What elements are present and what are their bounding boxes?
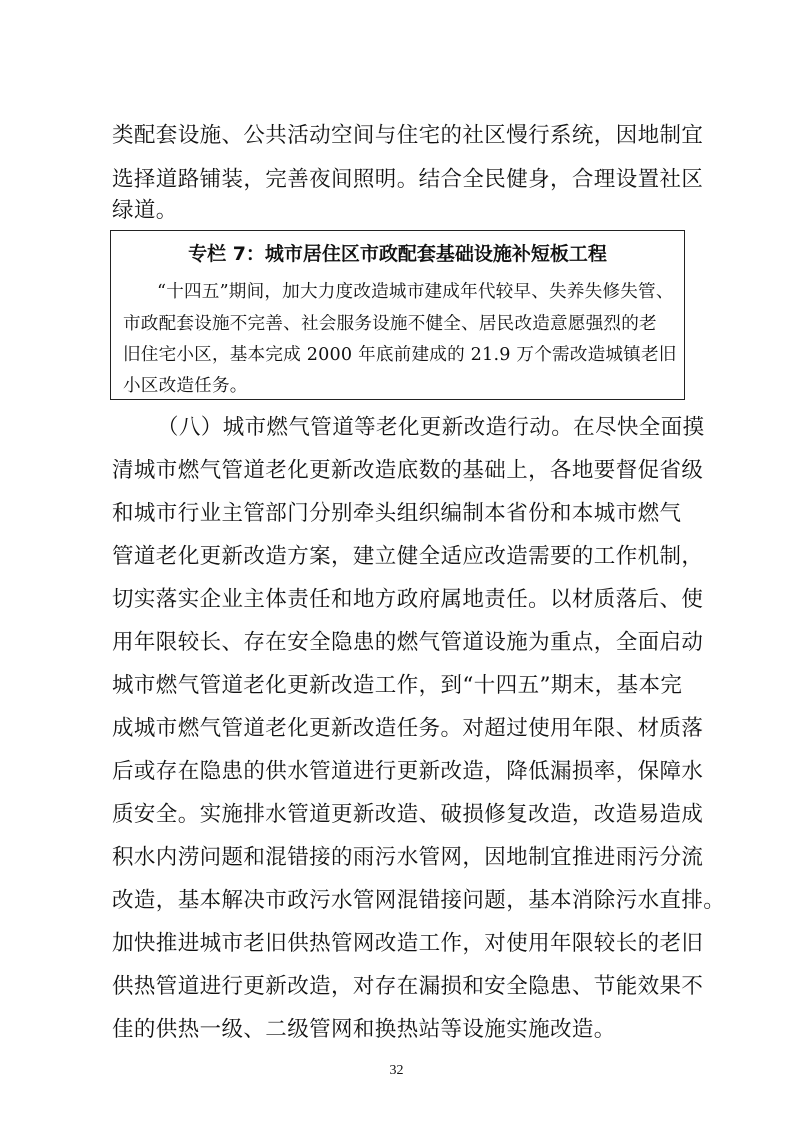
paragraph-line: 选择道路铺装，完善夜间照明。结合全民健身，合理设置社区	[112, 167, 704, 192]
section-line: 切实落实企业主体责任和地方政府属地责任。以材质落后、使	[112, 587, 704, 612]
page-number: 32	[389, 1063, 404, 1078]
section-line: 质安全。实施排水管道更新改造、破损修复改造，改造易造成	[112, 802, 704, 827]
section-line: 和城市行业主管部门分别牵头组织编制本省份和本城市燃气	[112, 501, 682, 526]
section-line: 积水内涝问题和混错接的雨污水管网，因地制宜推进雨污分流	[112, 845, 704, 870]
box-line: 旧住宅小区，基本完成 2000 年底前建成的 21.9 万个需改造城镇老旧	[123, 345, 677, 365]
section-line: 供热管道进行更新改造，对存在漏损和安全隐患、节能效果不	[112, 974, 704, 999]
special-column-box	[110, 230, 685, 400]
section-line: 城市燃气管道老化更新改造工作，到“十四五”期末，基本完	[112, 673, 683, 698]
section-line: 用年限较长、存在安全隐患的燃气管道设施为重点，全面启动	[112, 630, 704, 655]
box-title: 专栏 7：城市居住区市政配套基础设施补短板工程	[188, 243, 607, 265]
section-line: 后或存在隐患的供水管道进行更新改造，降低漏损率，保障水	[112, 759, 704, 784]
section-heading: （八）城市燃气管道等老化更新改造行动。	[157, 415, 574, 440]
section-line: 成城市燃气管道老化更新改造任务。对超过使用年限、材质落	[112, 716, 704, 741]
box-line: “十四五”期间，加大力度改造城市建成年代较早、失养失修失管、	[157, 282, 674, 302]
section-line: 管道老化更新改造方案，建立健全适应改造需要的工作机制，	[112, 544, 704, 569]
paragraph-line: 类配套设施、公共活动空间与住宅的社区慢行系统，因地制宜	[112, 123, 704, 148]
box-line: 小区改造任务。	[123, 376, 248, 396]
section-line: 清城市燃气管道老化更新改造底数的基础上，各地要督促省级	[112, 458, 704, 483]
section-line: 佳的供热一级、二级管网和换热站等设施实施改造。	[112, 1017, 616, 1042]
box-line: 市政配套设施不完善、社会服务设施不健全、居民改造意愿强烈的老	[123, 314, 657, 334]
section-line: 改造，基本解决市政污水管网混错接问题，基本消除污水直排。	[112, 888, 726, 913]
paragraph-line: 绿道。	[112, 198, 178, 223]
section-first-line	[157, 413, 705, 443]
section-line: 加快推进城市老旧供热管网改造工作，对使用年限较长的老旧	[112, 931, 704, 956]
section-text: 在尽快全面摸	[573, 415, 705, 440]
